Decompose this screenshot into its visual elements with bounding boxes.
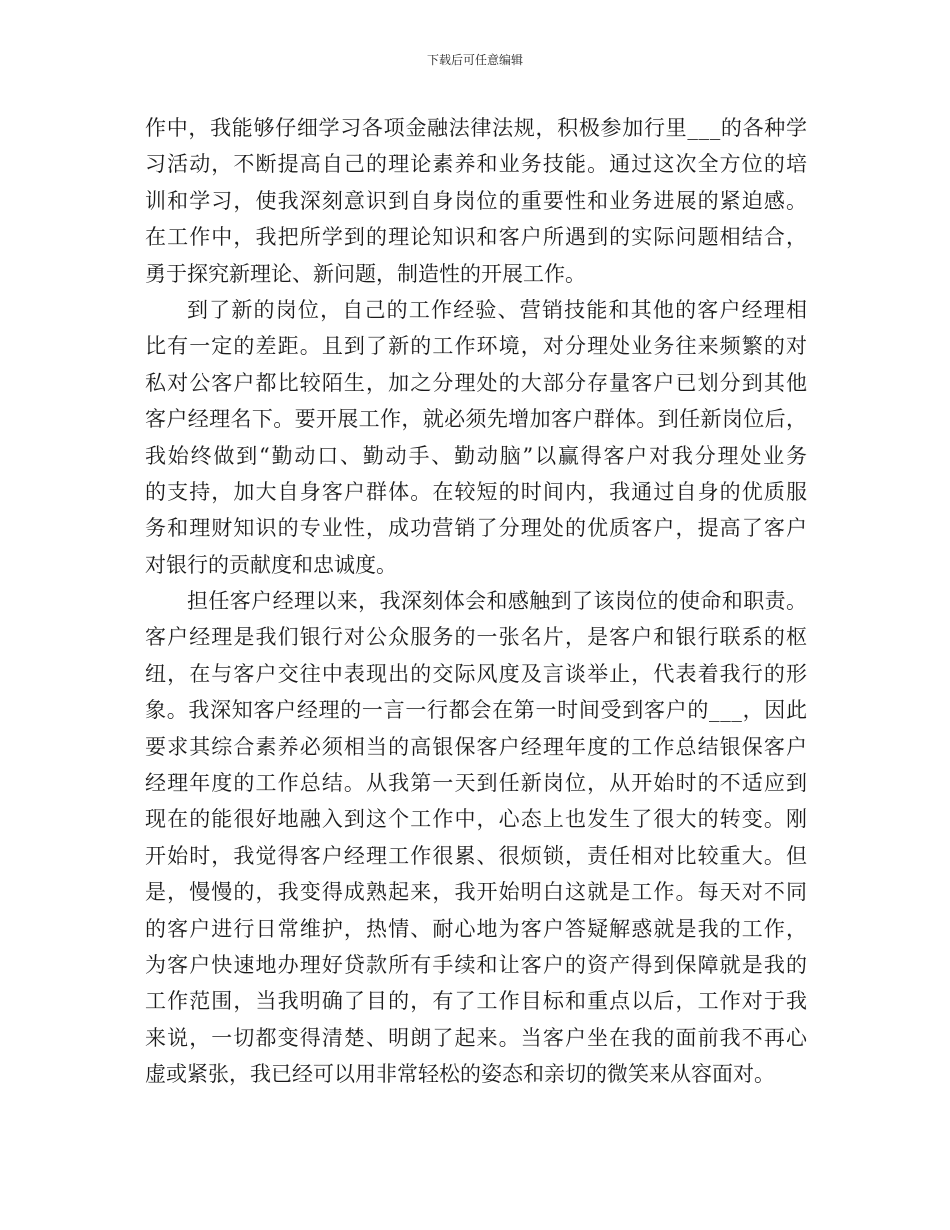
text-line: 来说，一切都变得清楚、明朗了起来。当客户坐在我的面前我不再心 xyxy=(145,1025,809,1050)
paragraph xyxy=(145,583,807,1092)
text-line: 是，慢慢的，我变得成熟起来，我开始明白这就是工作。每天对不同 xyxy=(145,880,809,905)
page-header: 下载后可任意编辑 xyxy=(426,53,523,67)
text-line: 纽，在与客户交往中表现出的交际风度及言谈举止，代表着我行的形 xyxy=(145,661,809,686)
text-line: 作中，我能够仔细学习各项金融法律法规，积极参加行里___的各种学 xyxy=(145,116,808,140)
text-line: 勇于探究新理论、新问题，制造性的开展工作。 xyxy=(145,261,586,286)
text-line: 训和学习，使我深刻意识到自身岗位的重要性和业务进展的紧迫感。 xyxy=(145,188,809,213)
document-body xyxy=(145,110,807,1093)
text-line: 象。我深知客户经理的一言一行都会在第一时间受到客户的___，因此 xyxy=(145,698,808,723)
text-line: 虚或紧张，我已经可以用非常轻松的姿态和亲切的微笑来从容面对。 xyxy=(145,1062,775,1087)
text-line: 的支持，加大自身客户群体。在较短的时间内，我通过自身的优质服 xyxy=(145,479,809,504)
text-line: 要求其综合素养必须相当的高银保客户经理年度的工作总结银保客户 xyxy=(145,734,809,759)
text-line: 习活动，不断提高自己的理论素养和业务技能。通过这次全方位的培 xyxy=(145,152,809,177)
text-line: 私对公客户都比较陌生，加之分理处的大部分存量客户已划分到其他 xyxy=(145,370,809,395)
text-line: 工作范围，当我明确了目的，有了工作目标和重点以后，工作对于我 xyxy=(145,989,809,1014)
text-line: 的客户进行日常维护，热情、耐心地为客户答疑解惑就是我的工作， xyxy=(145,916,809,941)
text-line: 经理年度的工作总结。从我第一天到任新岗位，从开始时的不适应到 xyxy=(145,771,809,796)
text-line: 担任客户经理以来，我深刻体会和感触到了该岗位的使命和职责。 xyxy=(187,589,808,614)
text-line: 开始时，我觉得客户经理工作很累、很烦锁，责任相对比较重大。但 xyxy=(145,843,809,868)
text-line: 到了新的岗位，自己的工作经验、营销技能和其他的客户经理相 xyxy=(187,297,809,322)
text-line: 客户经理是我们银行对公众服务的一张名片，是客户和银行联系的枢 xyxy=(145,625,809,650)
paragraph xyxy=(145,292,807,583)
paragraph xyxy=(145,110,807,292)
text-line: 比有一定的差距。且到了新的工作环境，对分理处业务往来频繁的对 xyxy=(145,334,809,359)
text-line: 为客户快速地办理好贷款所有手续和让客户的资产得到保障就是我的 xyxy=(145,952,809,977)
text-line: 在工作中，我把所学到的理论知识和客户所遇到的实际问题相结合， xyxy=(145,225,809,250)
text-line: 务和理财知识的专业性，成功营销了分理处的优质客户，提高了客户 xyxy=(145,516,809,541)
text-line: 现在的能很好地融入到这个工作中，心态上也发生了很大的转变。刚 xyxy=(145,807,809,832)
text-line: 我始终做到“勤动口、勤动手、勤动脑”以赢得客户对我分理处业务 xyxy=(145,443,809,468)
text-line: 对银行的贡献度和忠诚度。 xyxy=(145,552,397,577)
text-line: 客户经理名下。要开展工作，就必须先增加客户群体。到任新岗位后， xyxy=(145,407,808,432)
